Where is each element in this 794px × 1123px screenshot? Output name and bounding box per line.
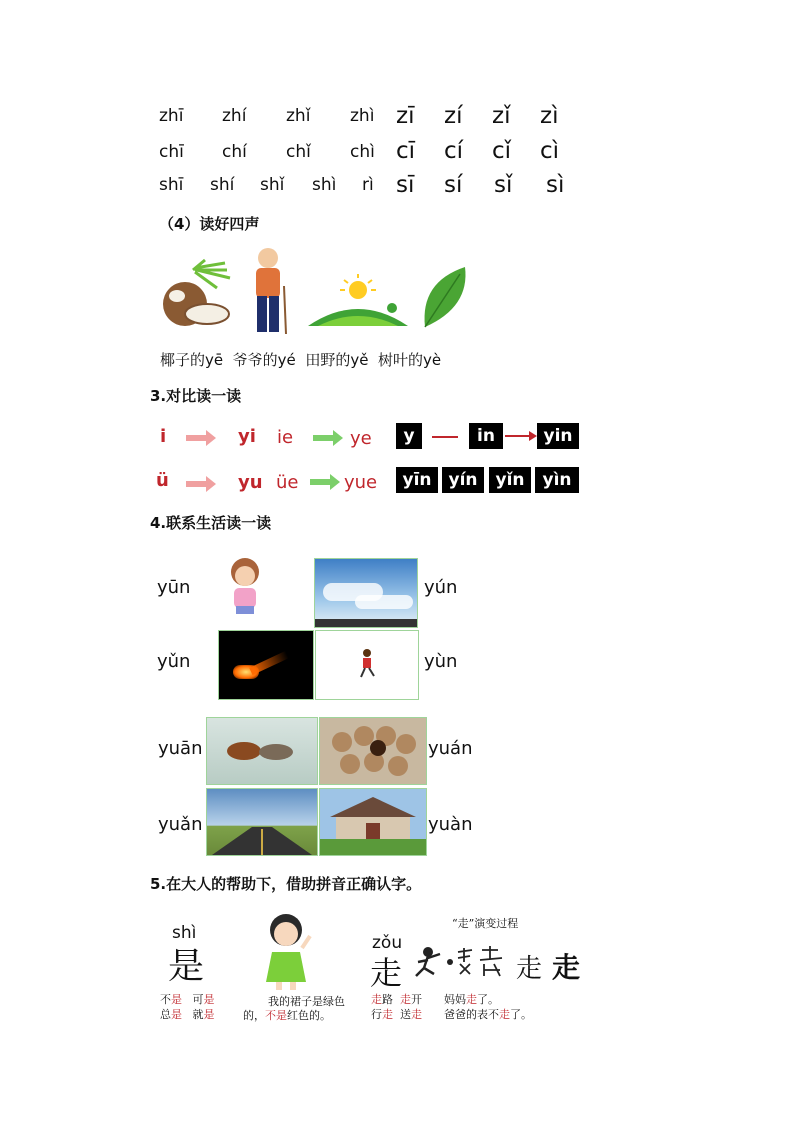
tone-syllable: sì	[546, 172, 565, 198]
label-yuan4: yuàn	[428, 814, 473, 835]
courtyard-house-image	[319, 788, 427, 856]
tone-syllable: sǐ	[494, 172, 513, 198]
tone-syllable: zí	[444, 103, 463, 129]
zou-sentence1: 妈妈走了。	[444, 993, 499, 1006]
zou-evolution-regular: 走	[516, 954, 543, 984]
tone-syllable: shǐ	[260, 175, 285, 195]
shi-sentence1: 我的裙子是绿色	[268, 995, 345, 1008]
leaf-image	[420, 262, 470, 332]
tone-syllable: cì	[540, 138, 560, 164]
label-yuan2: yuán	[428, 738, 473, 759]
tone-syllable: shī	[159, 175, 184, 195]
tone-syllable: chí	[222, 142, 247, 162]
tone-syllable: sī	[396, 172, 415, 198]
arrow-right-icon	[186, 430, 216, 446]
contrast-u: ü	[156, 470, 169, 491]
tone-syllable: chǐ	[286, 142, 311, 162]
caption-leaf: 树叶的yè	[377, 351, 442, 369]
caption-coconut: 椰子的yē	[160, 351, 224, 369]
label-yun2: yún	[424, 577, 458, 598]
zou-sentence2: 爸爸的表不走了。	[444, 1008, 532, 1021]
contrast-ue: üe	[276, 472, 299, 493]
caption-field: 田野的yě	[305, 351, 369, 369]
contrast-yue: yue	[344, 472, 378, 493]
section-title-recognize: 5.在大人的帮助下，借助拼音正确认字。	[150, 875, 422, 893]
zou-pinyin: zǒu	[372, 933, 403, 953]
zou-words-row2: 行走 送走	[371, 1008, 422, 1021]
shi-character: 是	[168, 946, 205, 987]
ye-captions	[160, 349, 441, 370]
cloudy-sky-image	[314, 558, 418, 628]
label-yuan1: yuān	[158, 738, 203, 759]
label-yun1: yūn	[157, 577, 191, 598]
section-title-life: 4.联系生活读一读	[150, 514, 272, 532]
tone-syllable: sí	[444, 172, 463, 198]
contrast-yi: yi	[238, 426, 256, 447]
tone-syllable: zhí	[222, 106, 247, 126]
tone-syllable: chī	[159, 142, 184, 162]
arrow-right-icon	[310, 474, 340, 490]
tone-syllable: zhì	[350, 106, 375, 126]
grandpa-image	[248, 246, 293, 338]
shi-words-row1: 不是 可是	[160, 993, 215, 1006]
dash-connector	[432, 436, 458, 438]
long-road-image	[206, 788, 318, 856]
label-yun3: yǔn	[157, 651, 191, 672]
label-yuan3: yuǎn	[158, 814, 203, 835]
box-yin3: yǐn	[489, 467, 531, 493]
tone-syllable: cī	[396, 138, 416, 164]
tone-syllable: zī	[396, 103, 415, 129]
tone-syllable: zhǐ	[286, 106, 311, 126]
tone-syllable: rì	[362, 175, 374, 195]
tone-syllable: shì	[312, 175, 337, 195]
running-boy-image	[315, 630, 419, 700]
tone-syllable: zì	[540, 103, 559, 129]
label-yun4: yùn	[424, 651, 458, 672]
tone-syllable: chì	[350, 142, 375, 162]
box-y: y	[396, 423, 422, 449]
arrow-right-icon	[505, 429, 537, 443]
zou-evolution-title: “走”演变过程	[452, 917, 519, 930]
contrast-i: i	[160, 426, 167, 447]
box-yin4: yìn	[535, 467, 579, 493]
field-sun-image	[308, 272, 408, 330]
box-yin1: yīn	[396, 467, 438, 493]
longan-image	[319, 717, 427, 785]
meteor-image	[218, 630, 314, 700]
shi-words-row2: 总是 就是	[160, 1008, 215, 1021]
arrow-right-icon	[313, 430, 343, 446]
box-yin: yin	[537, 423, 579, 449]
box-yin2: yín	[442, 467, 484, 493]
contrast-ye: ye	[350, 428, 372, 449]
zou-character: 走	[370, 954, 403, 992]
dizzy-girl-image	[222, 556, 268, 618]
zou-evolution-modern: 走	[552, 951, 581, 984]
contrast-yu: yu	[238, 472, 263, 493]
tone-syllable: cí	[444, 138, 464, 164]
section-title-four-tones: （4）读好四声	[159, 215, 260, 233]
zou-evolution-glyphs	[414, 944, 510, 980]
contrast-ie: ie	[277, 427, 294, 448]
tone-syllable: zǐ	[492, 103, 511, 129]
coconut-image	[155, 258, 235, 328]
girl-image	[262, 912, 314, 992]
arrow-right-icon	[186, 476, 216, 492]
mandarin-ducks-image	[206, 717, 318, 785]
caption-grandpa: 爷爷的yé	[232, 351, 296, 369]
shi-pinyin: shì	[172, 923, 197, 943]
shi-sentence2: 的，不是红色的。	[243, 1009, 331, 1022]
tone-syllable: zhī	[159, 106, 184, 126]
box-in: in	[469, 423, 503, 449]
zou-words-row1: 走路 走开	[371, 993, 422, 1006]
tone-syllable: shí	[210, 175, 235, 195]
section-title-contrast: 3.对比读一读	[150, 387, 242, 405]
tone-syllable: cǐ	[492, 138, 512, 164]
